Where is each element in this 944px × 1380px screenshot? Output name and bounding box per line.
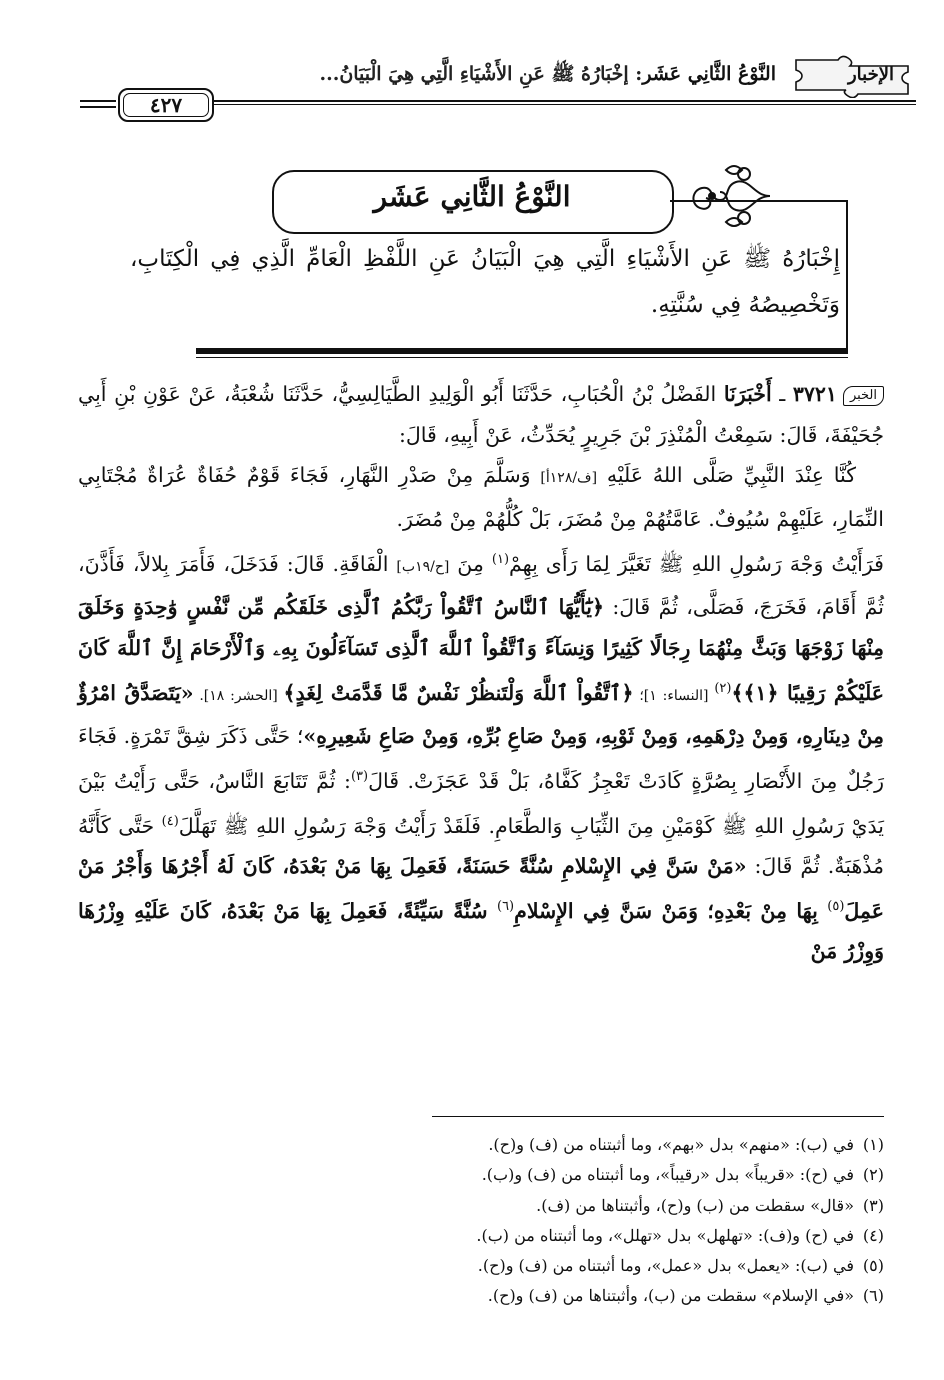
footnote xyxy=(78,1130,884,1160)
prophetic-saying: «مَنْ سَنَّ فِي الإِسْلامِ سُنَّةً حَسَنَةً، فَعَمِلَ بِهَا مَنْ بَعْدَهُ، كَانَ لَهُ أَجْرُهَا وَأَجْرُ مَنْ عَمِلَ xyxy=(78,854,884,923)
prophetic-saying: «يَتَصَدَّقُ امْرُؤٌ مِنْ دِينَارِهِ، وَمِنْ دِرْهَمِهِ، وَمِنْ ثَوْبِهِ، وَمِنْ صَاعِ بُرِّهِ، وَمِنْ صَاعِ شَعِيرِهِ» xyxy=(78,680,884,749)
header-rule-left-2 xyxy=(80,106,116,108)
footnote-number: (٢) xyxy=(862,1165,884,1185)
matn-text: الْفَاقَةِ. قَالَ: فَدَخَلَ، فَأَمَرَ بِلالاً، فَأَذَّنَ، ثُمَّ أَقَامَ، فَخَرَجَ، فَصَلَّى، ثُمَّ قَالَ: xyxy=(78,551,885,620)
footnote-text: في (ب): «يعمل» بدل «عمل»، وما أثبتناه من (ف) و(ح). xyxy=(477,1256,854,1276)
frame-line-right xyxy=(846,200,848,348)
matn-text: حَتَّى كَأَنَّهُ مُذْهَبَةٌ. ثُمَّ قَالَ: xyxy=(78,813,884,879)
matn-text: فَرَأَيْتُ وَجْهَ رَسُولِ اللهِ ﷺ تَغَيَّرَ لِمَا رَأَى بِهِمْ xyxy=(509,551,884,576)
footnote-ref: (٢) xyxy=(714,680,732,696)
footnote-text: «قال» سقطت من (ب) و(ح)، وأثبتناها من (ف). xyxy=(536,1195,854,1215)
chapter-thin-rule xyxy=(196,357,848,358)
hadith-number: ٣٧٢١ xyxy=(792,382,837,406)
footnote-number: (٤) xyxy=(862,1225,884,1245)
hadith-dash: ـ xyxy=(771,382,793,406)
footnote-text: في (ح): «قريباً» بدل «رقيباً»، وما أثبتناه من (ف) و(ب). xyxy=(481,1165,854,1185)
footnote-ref: (٦) xyxy=(496,898,515,914)
manuscript-ref: [ف/١٢٨أ] xyxy=(540,470,598,487)
header-rule-left xyxy=(80,100,116,102)
prophetic-saying: بِهَا مِنْ بَعْدِهِ؛ وَمَنْ سَنَّ فِي الإِسْلامِ xyxy=(514,898,828,923)
hadith-matn-2 xyxy=(78,540,884,972)
footnote-number: (٦) xyxy=(862,1286,884,1306)
verse-reference: [الحشر: ١٨]. xyxy=(193,687,284,704)
running-title xyxy=(319,62,776,90)
matn-text: : ثُمَّ تَتَابَعَ النَّاسُ، حَتَّى رَأَيْتُ بَيْنَ يَدَيْ رَسُولِ اللهِ ﷺ كَوْمَيْنِ مِنَ الثِّيَابِ وَالطَّعَامِ. فَلَقَدْ رَأَيْتُ وَجْهَ رَسُولِ اللهِ ﷺ تَهَلَّلَ xyxy=(78,768,885,838)
footnote xyxy=(78,1160,884,1190)
quran-verse: ﴿يَٰٓأَيُّهَا ٱلنَّاسُ ٱتَّقُواْ رَبَّكُمُ ٱلَّذِى خَلَقَكُم مِّن نَّفْسٍ وَٰحِدَةٍ وَخَلَقَ مِنْهَا زَوْجَهَا وَبَثَّ مِنْهُمَا رِجَالًا كَثِيرًا وَنِسَآءً وَٱتَّقُواْ ٱللَّهَ ٱلَّذِى تَسَآءَلُونَ بِهِۦ وَٱلْأَرْحَامَ إِنَّ ٱللَّهَ كَانَ عَلَيْكُمْ رَقِيبًا ﴿١﴾﴾ xyxy=(78,595,884,705)
footnote-ref: (٥) xyxy=(827,898,845,914)
footnotes xyxy=(78,1130,884,1312)
section-tag: الإخبار xyxy=(847,64,894,85)
footnote-text: في (ب): «منهم» بدل «بهم»، وما أثبتناه من (ف) و(ح). xyxy=(488,1135,854,1154)
footnote xyxy=(78,1251,884,1281)
hadith-text xyxy=(78,374,884,972)
footnote-ref: (٤) xyxy=(161,813,179,829)
chapter-description: إِخْبَارُهُ ﷺ عَنِ الأَشْيَاءِ الَّتِي هِيَ الْبَيَانُ عَنِ اللَّفْظِ الْعَامِّ الَّذِي فِي الْكِتَابِ، وَتَخْصِيصُهُ فِي سُنَّتِهِ. xyxy=(130,246,840,318)
matn-text: ؛ حَتَّى ذَكَرَ شِقَّ تَمْرَةٍ. فَجَاءَ رَجُلٌ مِنَ الأَنْصَارِ بِصُرَّةٍ كَادَتْ تَعْجِزُ كَفَّاهُ، بَلْ قَدْ عَجَزَتْ. قَالَ xyxy=(78,724,884,793)
hadith-matn-1 xyxy=(78,455,884,539)
frame-line-top xyxy=(670,200,848,202)
matn-text: وَسَلَّمَ مِنْ صَدْرِ النَّهَارِ، فَجَاءَ قَوْمٌ حُفَاةٌ عُرَاةٌ مُجْتَابِي النِّمَارِ، عَلَيْهِمْ سُيُوفٌ. عَامَّتُهُمْ مِنْ مُضَرَ، بَلْ كُلُّهُمْ مِنْ مُضَرَ. xyxy=(78,463,884,532)
footnote-ref: (١) xyxy=(491,551,510,567)
footnote xyxy=(78,1221,884,1251)
ornament-icon xyxy=(684,160,774,232)
chapter-title: النَّوْعُ الثَّانِي عَشَر xyxy=(373,180,571,213)
running-title-chapter: النَّوْعُ الثَّانِي عَشَر xyxy=(642,63,776,85)
footnote-number: (١) xyxy=(862,1135,884,1154)
footnote-text: «في الإسلام» سقطت من (ب)، وأثبتناها من (ف) و(ح). xyxy=(487,1286,854,1306)
isnad-text: الفَضْلُ بْنُ الْحُبَابِ، حَدَّثَنَا أَبُو الْوَلِيدِ الطَّيَالِسِيُّ، حَدَّثَنَا شُعْبَةُ، عَنْ عَوْنِ بْنِ أَبِي جُحَيْفَةَ، قَالَ: سَمِعْتُ الْمُنْذِرَ بْنَ جَرِيرٍ يُحَدِّثُ، عَنْ أَبِيهِ، قَالَ: xyxy=(78,382,884,447)
quran-verse: ﴿ٱتَّقُواْ ٱللَّهَ وَلْتَنظُرْ نَفْسٌ مَّا قَدَّمَتْ لِغَدٍ﴾ xyxy=(283,680,634,705)
header-rule xyxy=(214,100,916,102)
chapter-thick-rule xyxy=(196,348,848,354)
footnote-text: في (ح) و(ف): «تهلهل» بدل «تهلل»، وما أثبتناه من (ب). xyxy=(476,1225,854,1245)
footnote-number: (٥) xyxy=(862,1256,884,1276)
footnote-ref: (٣) xyxy=(350,768,369,784)
footnote-number: (٣) xyxy=(862,1195,884,1215)
verse-reference: [النساء: ١]؛ xyxy=(633,687,715,704)
footnote xyxy=(78,1191,884,1221)
hadith-label-badge: الخبر xyxy=(843,386,884,406)
hadith-isnad xyxy=(78,374,884,455)
prophetic-saying: سُنَّةً سَيِّئَةً، فَعَمِلَ بِهَا مَنْ بَعْدَهُ، كَانَ عَلَيْهِ وِزْرُهَا وَوِزْرُ مَنْ xyxy=(78,898,884,964)
footnote xyxy=(78,1281,884,1311)
header-rule-thin xyxy=(214,104,916,105)
footnote-rule xyxy=(432,1116,884,1117)
matn-text: كُنَّا عِنْدَ النَّبِيِّ صَلَّى اللهُ عَلَيْهِ xyxy=(597,463,856,488)
running-title-subject: : إخْبَارُهُ ﷺ عَنِ الأَشْيَاءِ الَّتِي هِيَ الْبَيَانُ... xyxy=(319,63,643,85)
matn-text: مِنَ xyxy=(449,551,492,576)
manuscript-ref: [ح/١٩ب] xyxy=(396,558,450,575)
hadith-lead: أَخْبَرَنَا xyxy=(723,382,772,406)
page-number: ٤٢٧ xyxy=(118,88,214,122)
